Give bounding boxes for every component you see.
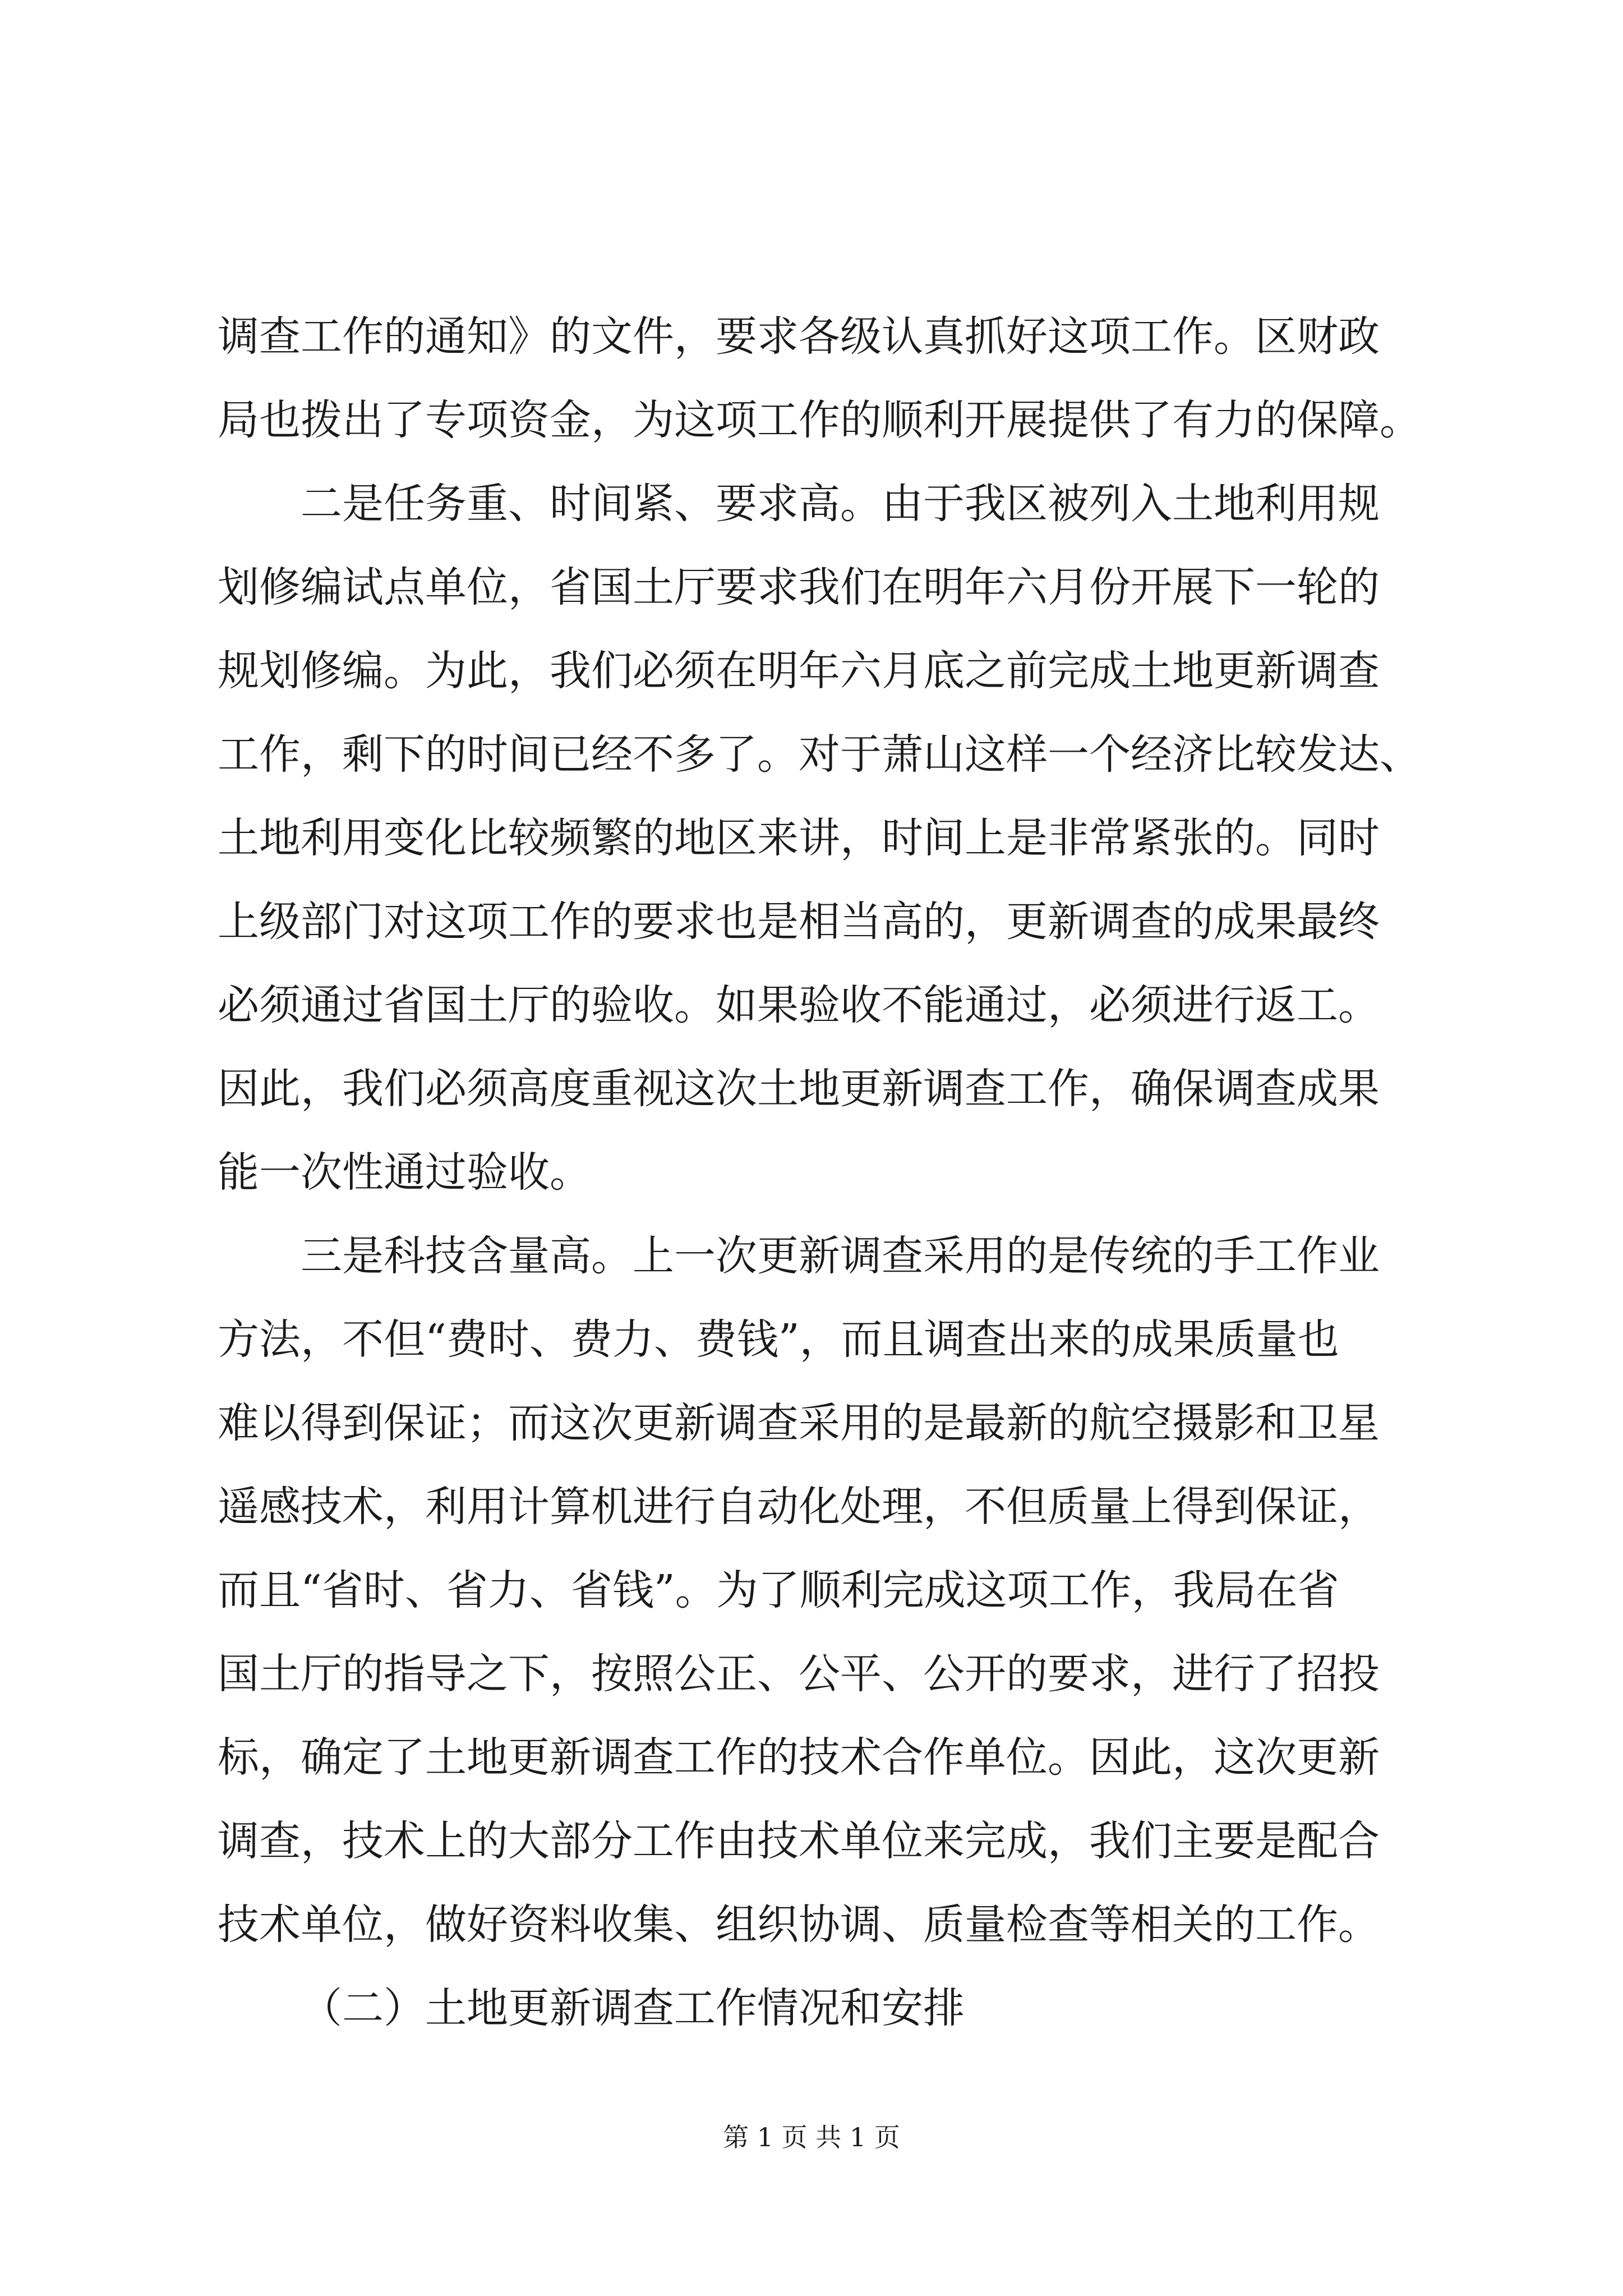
paragraph-line: 而且“省时、省力、省钱”。为了顺利完成这项工作，我局在省 [218, 1566, 1339, 1614]
paragraph-line: 遥感技术，利用计算机进行自动化处理，不但质量上得到保证， [218, 1483, 1380, 1531]
paragraph-line: 标，确定了土地更新调查工作的技术合作单位。因此，这次更新 [218, 1733, 1380, 1782]
paragraph-line: 难以得到保证；而这次更新调查采用的是最新的航空摄影和卫星 [218, 1399, 1380, 1447]
section-heading: （二）土地更新调查工作情况和安排 [301, 1984, 965, 2032]
paragraph-line: 调查工作的通知》的文件，要求各级认真抓好这项工作。区财政 [218, 312, 1380, 361]
paragraph-line: 三是科技含量高。上一次更新调查采用的是传统的手工作业 [301, 1232, 1380, 1280]
paragraph-line: 局也拨出了专项资金，为这项工作的顺利开展提供了有力的保障。 [218, 396, 1421, 444]
paragraph-line: 规划修编。为此，我们必须在明年六月底之前完成土地更新调查 [218, 647, 1380, 695]
paragraph-line: 划修编试点单位，省国土厅要求我们在明年六月份开展下一轮的 [218, 563, 1380, 611]
paragraph-line: 技术单位，做好资料收集、组织协调、质量检查等相关的工作。 [218, 1901, 1380, 1949]
paragraph-line: 上级部门对这项工作的要求也是相当高的，更新调查的成果最终 [218, 898, 1380, 946]
paragraph-line: 二是任务重、时间紧、要求高。由于我区被列入土地利用规 [301, 480, 1380, 528]
paragraph-line: 能一次性通过验收。 [218, 1148, 591, 1197]
paragraph-line: 必须通过省国土厅的验收。如果验收不能通过，必须进行返工。 [218, 981, 1380, 1029]
paragraph-line: 调查，技术上的大部分工作由技术单位来完成，我们主要是配合 [218, 1817, 1380, 1865]
paragraph-line: 国土厅的指导之下，按照公正、公平、公开的要求，进行了招投 [218, 1650, 1380, 1698]
paragraph-line: 因此，我们必须高度重视这次土地更新调查工作，确保调查成果 [218, 1065, 1380, 1113]
paragraph-line: 土地利用变化比较频繁的地区来讲，时间上是非常紧张的。同时 [218, 814, 1380, 862]
paragraph-line: 工作，剩下的时间已经不多了。对于萧山这样一个经济比较发达、 [218, 730, 1421, 779]
page-footer: 第 1 页 共 1 页 [723, 2122, 900, 2152]
paragraph-line: 方法，不但“费时、费力、费钱”，而且调查出来的成果质量也 [218, 1315, 1339, 1364]
